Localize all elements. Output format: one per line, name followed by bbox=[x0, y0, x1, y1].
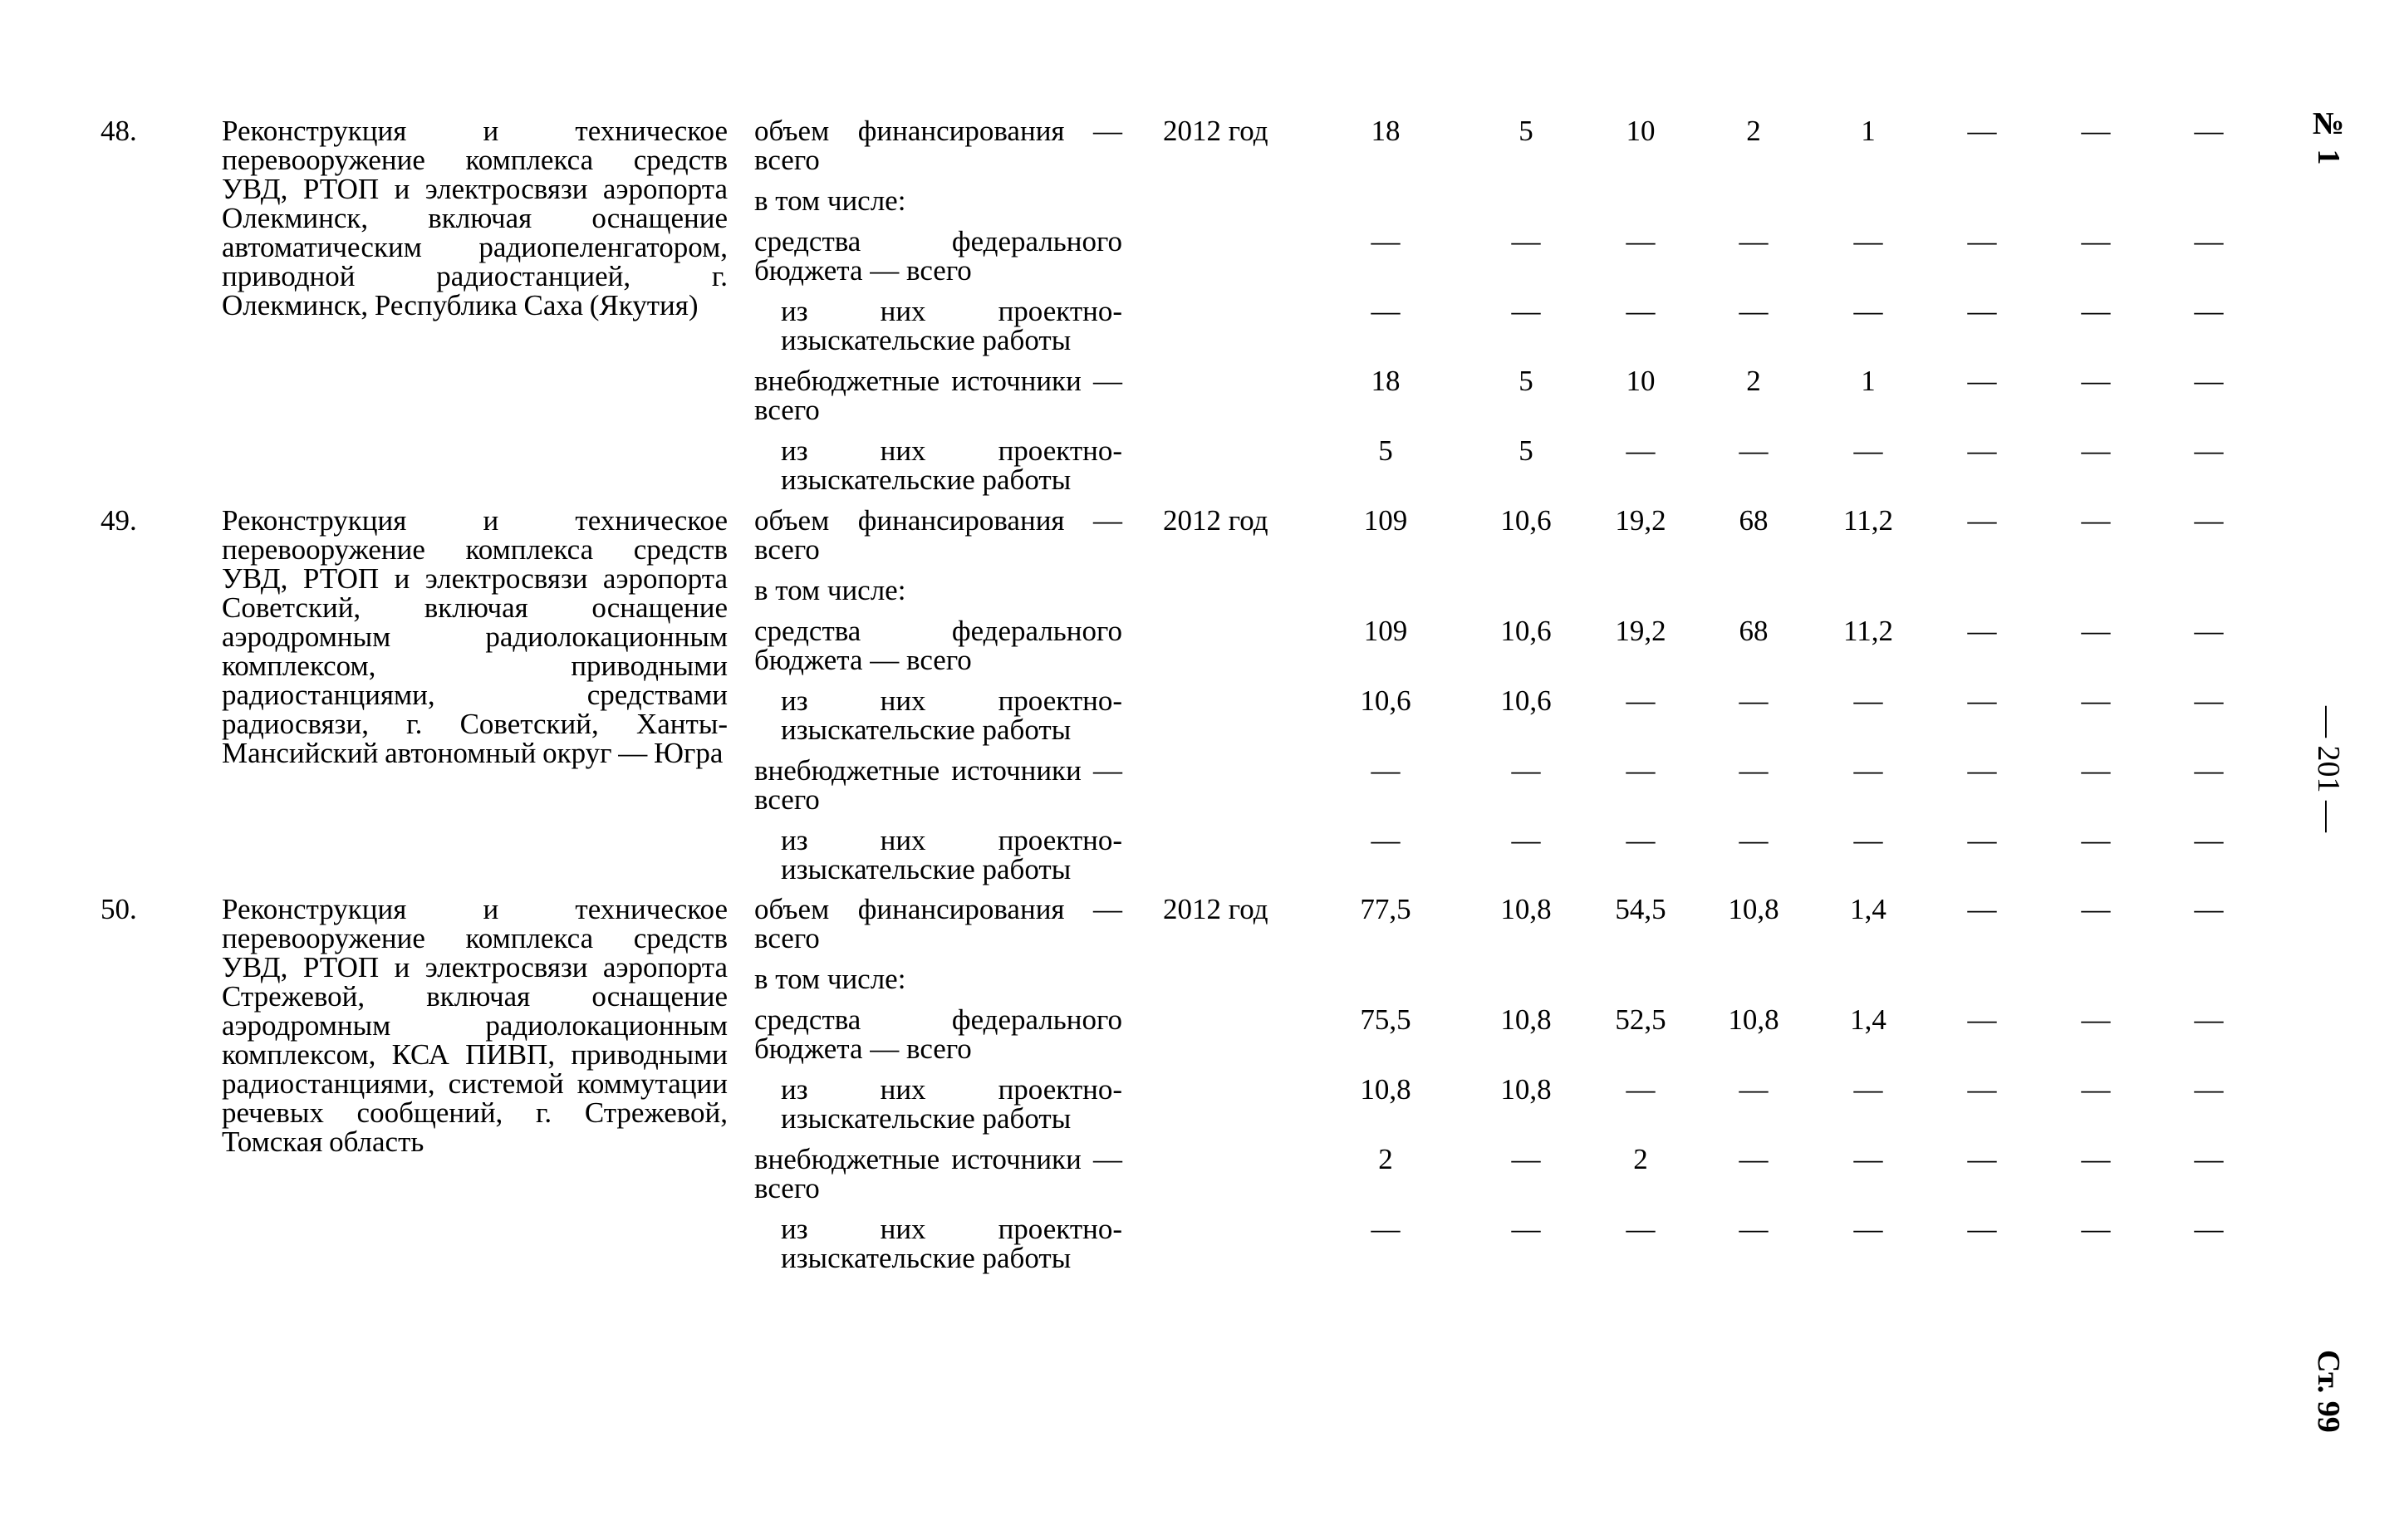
funding-value-cell: 10,6 bbox=[1500, 615, 1552, 647]
funding-value-cell: — bbox=[2194, 295, 2224, 327]
funding-value-cell: — bbox=[1967, 504, 1997, 537]
funding-value-cell: 18 bbox=[1371, 115, 1401, 147]
funding-value-cell: — bbox=[1967, 115, 1997, 147]
funding-value-cell: 10 bbox=[1626, 365, 1656, 397]
funding-value-cell: — bbox=[2081, 434, 2111, 467]
funding-value-cell: — bbox=[2081, 1003, 2111, 1036]
page-number: — 201 — bbox=[2311, 706, 2346, 832]
funding-value-cell: 52,5 bbox=[1615, 1003, 1666, 1036]
funding-value-cell: — bbox=[2081, 1213, 2111, 1245]
funding-value-cell: — bbox=[1626, 684, 1656, 717]
funding-value-cell: — bbox=[1626, 1073, 1656, 1106]
funding-value-cell: — bbox=[1371, 1213, 1401, 1245]
funding-value-cell: — bbox=[1371, 295, 1401, 327]
funding-value-cell: 109 bbox=[1363, 615, 1408, 647]
funding-value-cell: 68 bbox=[1739, 615, 1769, 647]
funding-value-cell: — bbox=[2194, 434, 2224, 467]
funding-value-cell: — bbox=[1626, 754, 1656, 787]
funding-value-cell: — bbox=[2194, 615, 2224, 647]
funding-value-cell: 1,4 bbox=[1850, 1003, 1886, 1036]
funding-value-cell: 10,6 bbox=[1360, 684, 1411, 717]
funding-row-label: из них проектно-изыскательские работы bbox=[781, 434, 1122, 496]
funding-value-cell: 10,8 bbox=[1728, 1003, 1779, 1036]
funding-value-cell: 10,6 bbox=[1500, 684, 1552, 717]
funding-value-cell: 2 bbox=[1633, 1143, 1648, 1175]
funding-value-cell: — bbox=[1739, 684, 1769, 717]
funding-row-label: объем финансирования — всего bbox=[754, 115, 1122, 176]
funding-value-cell: — bbox=[1371, 225, 1401, 257]
funding-row-label: из них проектно-изыскательские работы bbox=[781, 295, 1122, 356]
entry-number: 48. bbox=[101, 115, 137, 147]
funding-value-cell: — bbox=[2194, 1003, 2224, 1036]
funding-value-cell: — bbox=[2194, 754, 2224, 787]
funding-value-cell: — bbox=[1853, 1143, 1883, 1175]
funding-value-cell: — bbox=[1511, 1213, 1541, 1245]
funding-value-cell: 10,6 bbox=[1500, 504, 1552, 537]
funding-value-cell: — bbox=[1739, 1073, 1769, 1106]
funding-value-cell: 68 bbox=[1739, 504, 1769, 537]
funding-value-cell: — bbox=[1853, 1073, 1883, 1106]
funding-value-cell: — bbox=[1853, 434, 1883, 467]
funding-row-label: из них проектно-изыскательские работы bbox=[781, 1073, 1122, 1135]
funding-value-cell: — bbox=[2081, 1143, 2111, 1175]
funding-value-cell: — bbox=[1967, 684, 1997, 717]
funding-row-label: из них проектно-изыскательские работы bbox=[781, 684, 1122, 746]
funding-value-cell: — bbox=[1626, 295, 1656, 327]
funding-value-cell: — bbox=[1626, 824, 1656, 856]
funding-value-cell: — bbox=[2194, 1143, 2224, 1175]
funding-value-cell: 10,8 bbox=[1728, 893, 1779, 925]
funding-value-cell: — bbox=[2081, 504, 2111, 537]
entry-number: 50. bbox=[101, 893, 137, 925]
funding-value-cell: 75,5 bbox=[1360, 1003, 1411, 1036]
funding-value-cell: — bbox=[1967, 824, 1997, 856]
funding-value-cell: — bbox=[1967, 434, 1997, 467]
funding-value-cell: — bbox=[2194, 824, 2224, 856]
entry-number: 49. bbox=[101, 504, 137, 537]
funding-value-cell: — bbox=[1853, 754, 1883, 787]
funding-value-cell: 19,2 bbox=[1615, 504, 1666, 537]
funding-row-label: средства федерального бюджета — всего bbox=[754, 615, 1122, 676]
funding-value-cell: — bbox=[1511, 754, 1541, 787]
funding-value-cell: 10,8 bbox=[1500, 893, 1552, 925]
funding-value-cell: — bbox=[2194, 1213, 2224, 1245]
funding-value-cell: — bbox=[2081, 115, 2111, 147]
funding-row-label: в том числе: bbox=[754, 574, 906, 606]
funding-row-label: объем финансирования — всего bbox=[754, 504, 1122, 566]
funding-value-cell: — bbox=[1967, 754, 1997, 787]
funding-value-cell: — bbox=[1511, 225, 1541, 257]
funding-value-cell: — bbox=[2081, 1073, 2111, 1106]
funding-value-cell: — bbox=[1967, 365, 1997, 397]
funding-value-cell: 11,2 bbox=[1843, 504, 1893, 537]
funding-value-cell: — bbox=[1626, 434, 1656, 467]
funding-value-cell: 77,5 bbox=[1360, 893, 1411, 925]
funding-value-cell: — bbox=[1967, 1073, 1997, 1106]
funding-value-cell: — bbox=[2081, 365, 2111, 397]
funding-value-cell: 2 bbox=[1746, 115, 1761, 147]
entry-description: Реконструкция и техническое перевооружение комплекса средств УВД, РТОП и электросвязи аэропорта Стрежевой, включая оснащение аэродромным радиолокационным комплексом, КСА ПИВП, приводными радиостанциями, системой коммутации речевых сообщений, г. Стрежевой, Томская область bbox=[222, 893, 728, 1158]
funding-value-cell: — bbox=[1967, 1143, 1997, 1175]
funding-value-cell: — bbox=[1511, 824, 1541, 856]
article-number: Ст. 99 bbox=[2311, 1350, 2346, 1433]
funding-value-cell: 10,8 bbox=[1500, 1073, 1552, 1106]
funding-value-cell: 1,4 bbox=[1850, 893, 1886, 925]
funding-value-cell: — bbox=[1739, 295, 1769, 327]
funding-value-cell: — bbox=[2194, 365, 2224, 397]
funding-value-cell: — bbox=[2081, 615, 2111, 647]
entry-year: 2012 год bbox=[1163, 115, 1268, 147]
funding-value-cell: — bbox=[1853, 225, 1883, 257]
funding-value-cell: 10 bbox=[1626, 115, 1656, 147]
funding-value-cell: — bbox=[1626, 225, 1656, 257]
funding-value-cell: — bbox=[1739, 824, 1769, 856]
funding-value-cell: 54,5 bbox=[1615, 893, 1666, 925]
funding-value-cell: — bbox=[1967, 893, 1997, 925]
funding-value-cell: 10,8 bbox=[1360, 1073, 1411, 1106]
funding-value-cell: 2 bbox=[1378, 1143, 1393, 1175]
funding-value-cell: — bbox=[1967, 615, 1997, 647]
funding-value-cell: — bbox=[2194, 1073, 2224, 1106]
funding-value-cell: — bbox=[1853, 824, 1883, 856]
funding-value-cell: — bbox=[2194, 115, 2224, 147]
funding-row-label: объем финансирования — всего bbox=[754, 893, 1122, 954]
funding-row-label: внебюджетные источники — всего bbox=[754, 365, 1122, 426]
funding-value-cell: 5 bbox=[1518, 365, 1533, 397]
funding-value-cell: — bbox=[2194, 225, 2224, 257]
funding-value-cell: — bbox=[1739, 434, 1769, 467]
funding-row-label: внебюджетные источники — всего bbox=[754, 754, 1122, 816]
entry-description: Реконструкция и техническое перевооружение комплекса средств УВД, РТОП и электросвязи аэропорта Олекминск, включая оснащение автоматическим радиопеленгатором, приводной радиостанцией, г. Олекминск, Республика Саха (Якутия) bbox=[222, 115, 728, 321]
funding-value-cell: — bbox=[2081, 225, 2111, 257]
funding-value-cell: 19,2 bbox=[1615, 615, 1666, 647]
funding-row-label: внебюджетные источники — всего bbox=[754, 1143, 1122, 1204]
funding-row-label: из них проектно-изыскательские работы bbox=[781, 824, 1122, 885]
funding-value-cell: — bbox=[2194, 504, 2224, 537]
funding-value-cell: — bbox=[1853, 1213, 1883, 1245]
entry-year: 2012 год bbox=[1163, 504, 1268, 537]
funding-value-cell: — bbox=[2081, 295, 2111, 327]
entry-description: Реконструкция и техническое перевооружение комплекса средств УВД, РТОП и электросвязи аэропорта Советский, включая оснащение аэродромным радиолокационным комплексом, приводными радиостанциями, средствами радиосвязи, г. Советский, Ханты-Мансийский автономный округ — Югра bbox=[222, 504, 728, 769]
funding-value-cell: 18 bbox=[1371, 365, 1401, 397]
funding-value-cell: — bbox=[1739, 754, 1769, 787]
funding-value-cell: 1 bbox=[1861, 365, 1876, 397]
funding-value-cell: — bbox=[1739, 1213, 1769, 1245]
funding-value-cell: — bbox=[1967, 295, 1997, 327]
funding-value-cell: 11,2 bbox=[1843, 615, 1893, 647]
funding-value-cell: — bbox=[1511, 1143, 1541, 1175]
funding-value-cell: — bbox=[1853, 295, 1883, 327]
funding-value-cell: — bbox=[1626, 1213, 1656, 1245]
funding-value-cell: 5 bbox=[1378, 434, 1393, 467]
funding-value-cell: 5 bbox=[1518, 434, 1533, 467]
funding-value-cell: — bbox=[1739, 1143, 1769, 1175]
funding-value-cell: 5 bbox=[1518, 115, 1533, 147]
funding-value-cell: — bbox=[2081, 824, 2111, 856]
funding-value-cell: — bbox=[1967, 225, 1997, 257]
funding-value-cell: — bbox=[1967, 1003, 1997, 1036]
funding-value-cell: 2 bbox=[1746, 365, 1761, 397]
funding-value-cell: — bbox=[1739, 225, 1769, 257]
funding-value-cell: 10,8 bbox=[1500, 1003, 1552, 1036]
funding-row-label: из них проектно-изыскательские работы bbox=[781, 1213, 1122, 1274]
funding-row-label: в том числе: bbox=[754, 963, 906, 995]
funding-value-cell: — bbox=[1371, 824, 1401, 856]
funding-row-label: в том числе: bbox=[754, 184, 906, 217]
funding-value-cell: — bbox=[2081, 754, 2111, 787]
funding-value-cell: — bbox=[1511, 295, 1541, 327]
funding-value-cell: — bbox=[1371, 754, 1401, 787]
funding-value-cell: 1 bbox=[1861, 115, 1876, 147]
issue-number: № 1 bbox=[2311, 106, 2346, 165]
funding-value-cell: 109 bbox=[1363, 504, 1408, 537]
funding-value-cell: — bbox=[2081, 893, 2111, 925]
entry-year: 2012 год bbox=[1163, 893, 1268, 925]
funding-value-cell: — bbox=[1967, 1213, 1997, 1245]
funding-value-cell: — bbox=[2194, 684, 2224, 717]
funding-value-cell: — bbox=[2081, 684, 2111, 717]
funding-row-label: средства федерального бюджета — всего bbox=[754, 1003, 1122, 1065]
funding-value-cell: — bbox=[1853, 684, 1883, 717]
funding-value-cell: — bbox=[2194, 893, 2224, 925]
funding-row-label: средства федерального бюджета — всего bbox=[754, 225, 1122, 287]
